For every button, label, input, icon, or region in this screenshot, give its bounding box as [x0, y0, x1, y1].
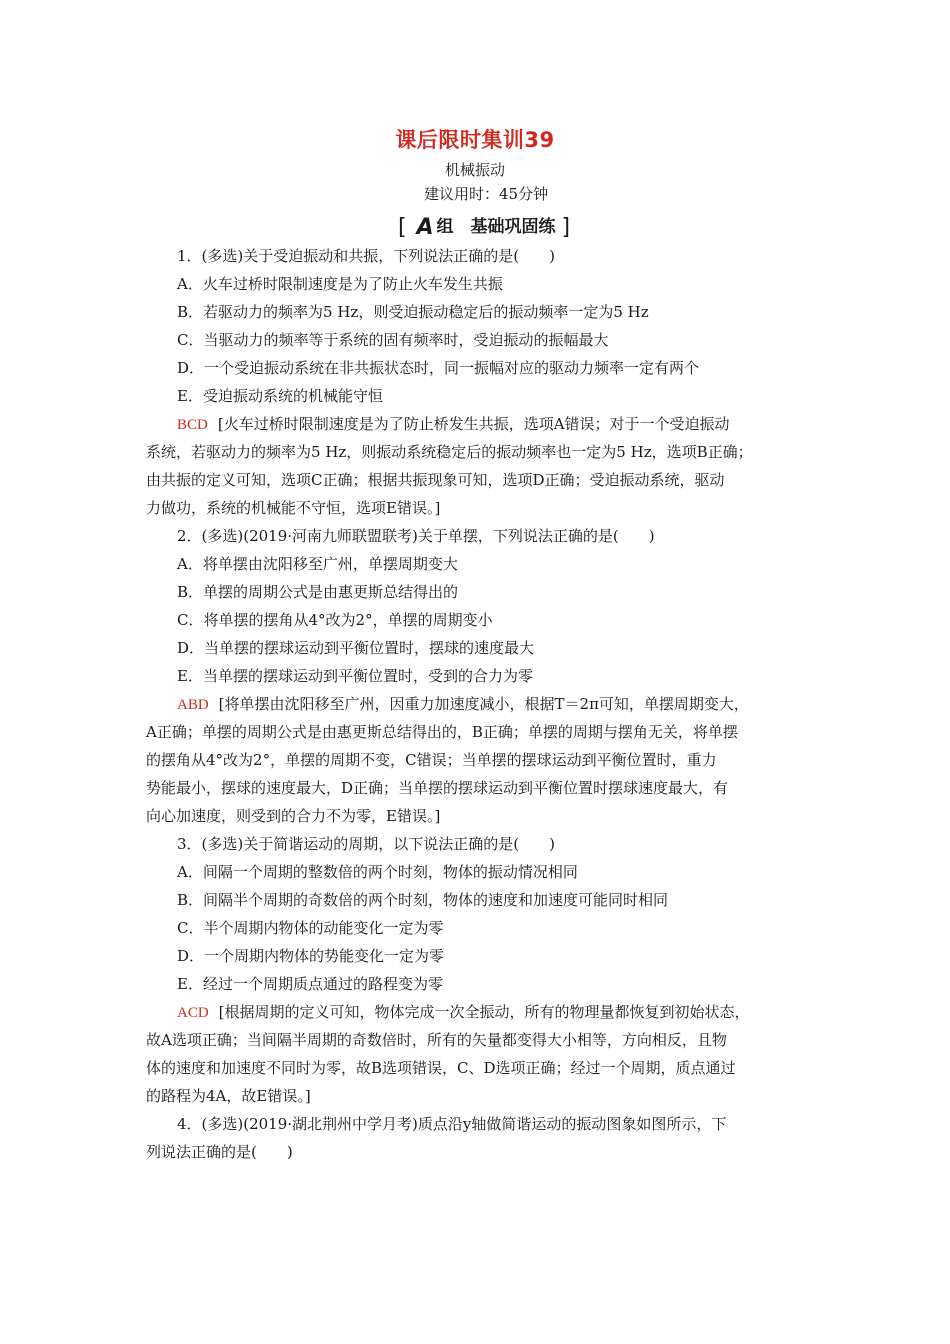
- q2-answer-key: ABD: [177, 697, 209, 713]
- q1-explanation-line: 力做功，系统的机械能不守恒，选项E错误。]: [146, 499, 441, 517]
- q1-explanation-line: [火车过桥时限制速度是为了防止桥发生共振，选项A错误；对于一个受迫振动: [217, 415, 730, 433]
- q3-stem: 3．(多选)关于简谐运动的周期，以下说法正确的是( ): [177, 835, 555, 853]
- q1-option-a: A．火车过桥时限制速度是为了防止火车发生共振: [177, 275, 503, 293]
- q3-explanation-line: [根据周期的定义可知，物体完成一次全振动，所有的物理量都恢复到初始状态，: [218, 1003, 750, 1021]
- q1-option-b: B．若驱动力的频率为5 Hz，则受迫振动稳定后的振动频率一定为5 Hz: [177, 303, 649, 321]
- q3-option-c: C．半个周期内物体的动能变化一定为零: [177, 919, 444, 937]
- q3-explanation-line: 体的速度和加速度不同时为零，故B选项错误，C、D选项正确；经过一个周期，质点通过: [146, 1059, 736, 1077]
- section-bracket-close: ]: [561, 215, 571, 240]
- q1-explanation-line: 由共振的定义可知，选项C正确；根据共振现象可知，选项D正确；受迫振动系统，驱动: [146, 471, 725, 489]
- q4-stem-continued: 列说法正确的是( ): [146, 1143, 293, 1161]
- q4-stem: 4．(多选)(2019·湖北荆州中学月考)质点沿y轴做简谐运动的振动图象如图所示，下: [177, 1115, 727, 1133]
- q3-option-a: A．间隔一个周期的整数倍的两个时刻，物体的振动情况相同: [177, 863, 578, 881]
- section-group-text: 组 基础巩固练: [436, 217, 556, 237]
- q3-explanation-line: 故A选项正确；当间隔半周期的奇数倍时，所有的矢量都变得大小相等，方向相反，且物: [146, 1031, 727, 1049]
- q3-option-b: B．间隔半个周期的奇数倍的两个时刻，物体的速度和加速度可能同时相同: [177, 891, 669, 909]
- q3-option-d: D．一个周期内物体的势能变化一定为零: [177, 947, 445, 965]
- q2-option-d: D．当单摆的摆球运动到平衡位置时，摆球的速度最大: [177, 639, 535, 657]
- page-subtitle: 机械振动: [444, 161, 505, 179]
- q2-option-e: E．当单摆的摆球运动到平衡位置时，受到的合力为零: [177, 667, 533, 685]
- q1-option-c: C．当驱动力的频率等于系统的固有频率时，受迫振动的振幅最大: [177, 331, 609, 349]
- q2-explanation-line: A正确；单摆的周期公式是由惠更斯总结得出的，B正确；单摆的周期与摆角无关，将单摆: [146, 723, 738, 741]
- q2-explanation-line: 向心加速度，则受到的合力不为零，E错误。]: [146, 807, 441, 825]
- q2-option-c: C．将单摆的摆角从4°改为2°，单摆的周期变小: [177, 611, 493, 629]
- suggested-time: 建议用时：45分钟: [424, 185, 549, 203]
- q1-stem: 1．(多选)关于受迫振动和共振，下列说法正确的是( ): [177, 247, 555, 265]
- q3-answer-key: ACD: [177, 1005, 209, 1021]
- q3-answer: [177, 1002, 750, 1023]
- q2-option-a: A．将单摆由沈阳移至广州，单摆周期变大: [177, 555, 458, 573]
- q2-explanation-line: [将单摆由沈阳移至广州，因重力加速度减小，根据T＝2π可知，单摆周期变大，: [218, 695, 749, 713]
- section-bracket-open: [: [398, 215, 407, 240]
- section-header: [398, 212, 570, 240]
- section-group-letter: A: [416, 215, 434, 240]
- q1-answer-key: BCD: [177, 417, 208, 433]
- q2-stem: 2．(多选)(2019·河南九师联盟联考)关于单摆，下列说法正确的是( ): [177, 527, 655, 545]
- q1-option-d: D．一个受迫振动系统在非共振状态时，同一振幅对应的驱动力频率一定有两个: [177, 359, 700, 377]
- q2-option-b: B．单摆的周期公式是由惠更斯总结得出的: [177, 583, 459, 601]
- q1-answer: [177, 414, 730, 435]
- q2-answer: [177, 694, 749, 715]
- q3-explanation-line: 的路程为4A，故E错误。]: [146, 1087, 311, 1105]
- q1-explanation-line: 系统，若驱动力的频率为5 Hz，则振动系统稳定后的振动频率也一定为5 Hz，选项B正确；: [146, 443, 753, 461]
- q2-explanation-line: 的摆角从4°改为2°，单摆的周期不变，C错误；当单摆的摆球运动到平衡位置时，重力: [146, 751, 717, 769]
- q2-explanation-line: 势能最小，摆球的速度最大，D正确；当单摆的摆球运动到平衡位置时摆球速度最大，有: [146, 779, 729, 797]
- page-title: 课后限时集训39: [395, 128, 555, 152]
- q1-option-e: E．受迫振动系统的机械能守恒: [177, 387, 383, 405]
- q3-option-e: E．经过一个周期质点通过的路程变为零: [177, 975, 443, 993]
